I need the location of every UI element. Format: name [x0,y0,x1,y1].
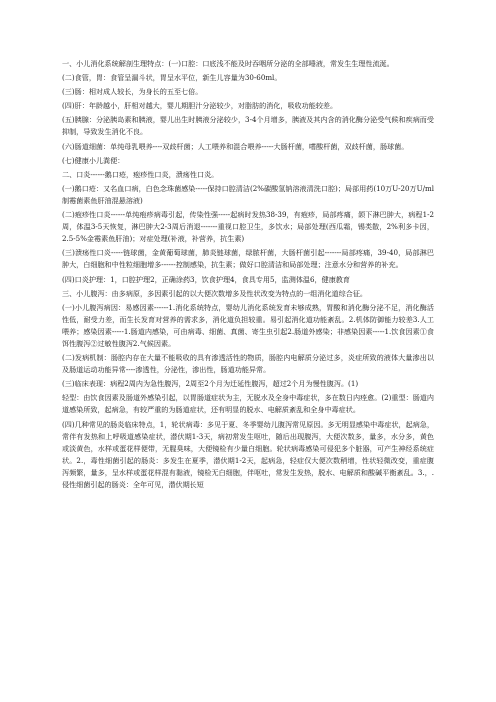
document-page [62,58,434,493]
paragraph-ulcerative-stomatitis: (三)溃疡性口炎-----链球菌，金黄葡萄球菌，肺炎链球菌，绿脓杆菌，大肠杆菌引起-------局部疼痛，39-40，局部淋巴肿大，白细胞和中性粒细胞增多------控制感染，抗生素；做好口腔清洁和局部处理；注意水分和营养的补充。 [62,248,434,270]
paragraph-enteritis-types: (四)几种常见的肠炎临床特点，1，轮状病毒：多见于夏、冬季婴幼儿腹泻常见原因。多无明显感染中毒症状，起病急，常伴有发热和上呼吸道感染症状，潜伏期1-3天，病初常发生呕吐，随后出现腹泻，大便次数多，量多，水分多，黄色或淡黄色，水样或蛋花样便带，无腥臭味，大便镜检有少量白细胞。轮状病毒感染可侵犯多个脏器，可产生神经系统症状。2.，毒性细菌引起的肠炎：多发生在夏季，潜伏期1-2天，起病急，轻症仅大便次数稍增，性状轻微改变，重症腹泻频繁，量多，呈水样或蛋花样混有黏液，镜检无白细胞，伴呕吐，常发生发热，脱水、电解质和酸碱平衡紊乱。3.，.侵性细菌引起的肠炎：全年可见，潜伏期长短 [62,419,434,489]
paragraph-liver: (四)肝：年龄越小，肝相对越大，婴儿期胆汁分泌较少，对脂肪的消化，吸收功能较差。 [62,101,338,111]
paragraph-healthy-stool: (七)健康小儿粪便： [62,155,125,165]
paragraph-pathogenesis: (二)发病机制：肠腔内存在大量不能吸收的具有渗透活性的物质，肠腔内电解质分泌过多，炎症所致的液体大量渗出以及肠道运动功能异常----渗透性，分泌性，渗出性，肠道功能异常。 [62,353,434,375]
paragraph-stomatitis-care: (四)口炎护理：1，口腔护理2，正确涂药3，饮食护理4，食具专用5，监测体温6，健康教育 [62,274,350,284]
paragraph-diarrhea-heading: 三、小儿腹泻：由多病原，多因素引起的以大便次数增多及性状改变为特点的一组消化道综合征。 [62,288,368,298]
paragraph-esophagus-stomach: (二)食管，胃：食管呈漏斗状，胃呈水平位，新生儿容量为30-60ml。 [62,73,282,83]
paragraph-stomatitis-heading: 二、口炎------鹅口疮，疱疹性口炎，溃疡性口炎。 [62,169,219,179]
paragraph-thrush: (一)鹅口疮：又名血口病，白色念珠菌感染-----保持口腔清洁(2%碳酸氢钠溶液清洗口腔)；局部用药(10万U-20万U/ml制霉菌素鱼肝油混悬溶液) [62,183,434,205]
paragraph-anatomy-intro: 一、小儿消化系统解剖生理特点：(一)口腔：口底浅不能及时吞咽所分泌的全部唾液，常发生生理性流涎。 [62,59,394,68]
paragraph-mild-severe: 轻型：由饮食因素及肠道外感染引起，以胃肠道症状为主，无脱水及全身中毒症状，多在数日内痊愈。(2)重型：肠道内道感染所致，起病急，有较严重的为肠道症状，还有明显的脱水、电解质紊乱和全身中毒症状。 [62,393,434,415]
paragraph-diarrhea-causes: (一)小儿腹泻病因：易感因素------1.消化系统特点，婴幼儿消化系统发育未够成熟，胃酸和消化酶分泌不足，消化酶活性低，耐受力差，而生长发育对营养的需求多，消化道负担较重。易引起消化道功能紊乱。2.机体防御能力较差3.人工喂养；感染因素-----1.肠道内感染，可由病毒、细菌、真菌、寄生虫引起2.肠道外感染；非感染因素-----1.饮食因素①食饵性腹泻②过敏性腹泻2.气候因素。 [62,302,434,348]
paragraph-intestine: (三)肠：相对成人较长，为身长的五至七倍。 [62,87,203,97]
paragraph-clinical-course: (三)临床表现：病程2周内为急性腹泻，2周至2个月为迁延性腹泻，超过2个月为慢性腹泻。(1) [62,379,359,389]
paragraph-herpetic-stomatitis: (二)疱疹性口炎------单纯疱疹病毒引起，传染性强-----起病时发热38-39，有疱疹，局部疼痛，颌下淋巴肿大，病程1-2周，体温3-5天恢复，淋巴肿大2-3周后消退-------重视口腔卫生，多饮水；局部处理(西瓜霜，锡类散，2%利多卡因，2.5-5%金霉素鱼肝油)；对症处理(补液，补营养，抗生素) [62,210,434,244]
paragraph-pancreas: (五)胰腺：分泌胰岛素和胰液，婴儿出生时胰液分泌较少，3-4个月增多，胰液及其内含的消化酶分泌受气候和疾病而受抑制，导致发生消化不良。 [62,115,434,137]
paragraph-gut-bacteria: (六)肠道细菌：单纯母乳喂养----双歧杆菌；人工喂养和混合喂养-----大肠杆菌，嗜酸杆菌，双歧杆菌，肠球菌。 [62,141,409,151]
